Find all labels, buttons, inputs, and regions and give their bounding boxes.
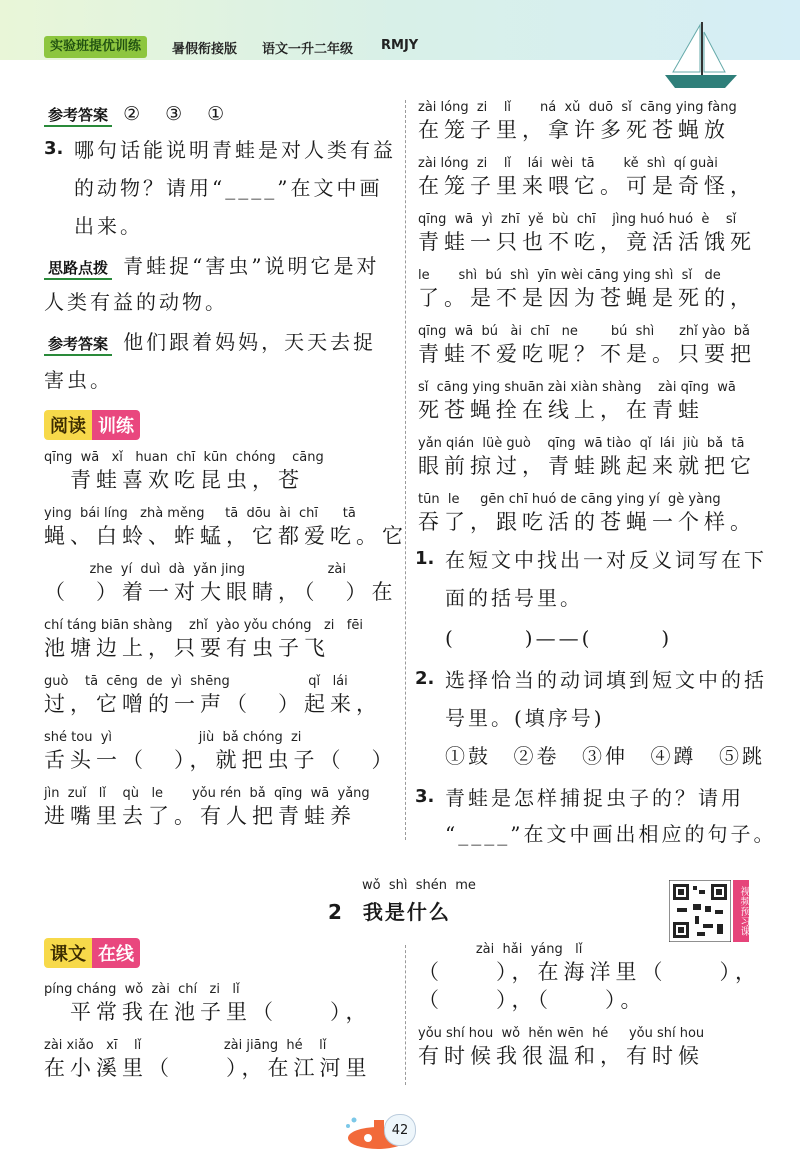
sailboat-icon bbox=[655, 20, 745, 90]
text-line: 在笼子里，拿许多死苍蝇放 bbox=[418, 118, 730, 142]
text-line: （ ）着一对大眼睛，（ ）在 bbox=[44, 580, 398, 604]
text-line: 死苍蝇拴在线上，在青蛙 bbox=[418, 398, 704, 422]
reading-training-label bbox=[44, 410, 140, 440]
pinyin-line: qīng wā xǐ huan chī kūn chóng cāng bbox=[44, 450, 324, 465]
question-line: 号里。(填序号) bbox=[445, 706, 605, 730]
question-line: “____”在文中画出相应的句子。 bbox=[445, 822, 777, 846]
question-line: 在短文中找出一对反义词写在下 bbox=[445, 548, 767, 572]
column-divider bbox=[405, 945, 406, 1085]
answer-text: ② ③ ① bbox=[123, 103, 228, 125]
text-line: 青蛙不爱吃呢？不是。只要把 bbox=[418, 342, 756, 366]
lesson-number: 2 bbox=[328, 900, 344, 924]
pinyin-line: sǐ cāng ying shuān zài xiàn shàng zài qīng wā bbox=[418, 380, 736, 395]
answer-blank[interactable]: ( )——( ) bbox=[445, 626, 673, 650]
text-line: 有时候我很温和，有时候 bbox=[418, 1044, 704, 1068]
pinyin-line: chí táng biān shàng zhǐ yào yǒu chóng zi fēi bbox=[44, 618, 363, 633]
pinyin-line: yǎn qián lüè guò qīng wā tiào qǐ lái jiù bǎ tā bbox=[418, 436, 745, 451]
pinyin-line: zài lóng zi lǐ lái wèi tā kě shì qí guài bbox=[418, 156, 718, 171]
question-3-left bbox=[44, 138, 396, 238]
option-item: ④蹲 bbox=[650, 744, 697, 768]
edition-label: 暑假衔接版 bbox=[172, 42, 238, 57]
hint-text: 人类有益的动物。 bbox=[44, 290, 228, 314]
pinyin-line: zài lóng zi lǐ ná xǔ duō sǐ cāng ying fàng bbox=[418, 100, 737, 115]
question-number: 3. bbox=[415, 786, 435, 807]
pinyin-line: tūn le gēn chī huó de cāng ying yí gè yàng bbox=[418, 492, 721, 507]
text-line: （ ），（ ）。 bbox=[418, 988, 647, 1012]
reading-passage-left bbox=[44, 450, 408, 842]
publisher-code: RMJY bbox=[381, 38, 419, 53]
text-line: 在笼子里来喂它。可是奇怪， bbox=[418, 174, 756, 198]
subject-label: 语文一升二年级 bbox=[262, 42, 354, 57]
series-tag: 实验班提优训练 bbox=[44, 36, 147, 58]
text-line: 青蛙一只也不吃，竟活活饿死 bbox=[418, 230, 756, 254]
option-item: ⑤跳 bbox=[719, 744, 765, 768]
reading-passage-right bbox=[418, 100, 756, 548]
pinyin-line: guò tā cēng de yì shēng qǐ lái bbox=[44, 674, 348, 689]
pinyin-line: zài xiǎo xī lǐ zài jiāng hé lǐ bbox=[44, 1038, 327, 1053]
question-line: 青蛙是怎样捕捉虫子的？请用 bbox=[445, 786, 744, 810]
option-item: ②卷 bbox=[513, 744, 560, 768]
question-line: 面的括号里。 bbox=[445, 586, 583, 610]
lesson-text-right bbox=[418, 942, 761, 1082]
lesson-title bbox=[328, 896, 451, 925]
text-line: 在小溪里（ ），在江河里 bbox=[44, 1056, 372, 1080]
reading-label: 阅读 bbox=[44, 410, 92, 440]
question-line: 哪句话能说明青蛙是对人类有益 bbox=[74, 138, 396, 162]
verb-options bbox=[445, 742, 765, 770]
pinyin-line: zhe yí duì dà yǎn jing zài bbox=[44, 562, 346, 577]
pinyin-line: jìn zuǐ lǐ qù le yǒu rén bǎ qīng wā yǎng bbox=[44, 786, 370, 801]
text-line: 眼前掠过，青蛙跳起来就把它 bbox=[418, 454, 756, 478]
question-number: 1. bbox=[415, 548, 435, 569]
question-number: 3. bbox=[44, 138, 64, 159]
text-line: （ ），在海洋里（ ）， bbox=[418, 960, 761, 984]
lesson-title-pinyin: wǒ shì shén me bbox=[362, 878, 476, 893]
hint-block bbox=[44, 252, 380, 280]
text-line: 蝇、白蛉、蚱蜢，它都爱吃。它 bbox=[44, 524, 408, 548]
answer-tag: 参考答案 bbox=[44, 104, 112, 127]
question-2-right bbox=[415, 668, 785, 768]
answer-tag: 参考答案 bbox=[44, 333, 112, 356]
text-line: 吞了，跟吃活的苍蝇一个样。 bbox=[418, 510, 756, 534]
pinyin-line: qīng wā yì zhī yě bù chī jìng huó huó è sǐ bbox=[418, 212, 737, 227]
answer-block-2 bbox=[44, 328, 376, 356]
text-line: 过，它噌的一声（ ）起来， bbox=[44, 692, 382, 716]
answer-text: 他们跟着妈妈，天天去捉 bbox=[123, 330, 377, 354]
text-line: 了。是不是因为苍蝇是死的， bbox=[418, 286, 756, 310]
answer-text: 害虫。 bbox=[44, 368, 113, 392]
pinyin-line: píng cháng wǒ zài chí zi lǐ bbox=[44, 982, 240, 997]
pinyin-line: le shì bú shì yīn wèi cāng ying shì sǐ de bbox=[418, 268, 721, 283]
qr-code-icon[interactable] bbox=[669, 880, 731, 942]
option-item: ③伸 bbox=[582, 744, 628, 768]
question-line: 的动物？请用“____”在文中画 bbox=[74, 176, 383, 200]
pinyin-line: ying bái líng zhà měng tā dōu ài chī tā bbox=[44, 506, 356, 521]
text-line: 舌头一（ ），就把虫子（ ） bbox=[44, 748, 398, 772]
qr-code-block[interactable] bbox=[669, 880, 751, 944]
training-label: 训练 bbox=[92, 410, 140, 440]
hint-tag: 思路点拨 bbox=[44, 257, 112, 280]
column-divider bbox=[405, 100, 406, 840]
hint-text: 青蛙捉“害虫”说明它是对 bbox=[123, 254, 380, 278]
pinyin-line: shé tou yì jiù bǎ chóng zi bbox=[44, 730, 302, 745]
option-item: ①鼓 bbox=[445, 744, 491, 768]
text-line: 青蛙喜欢吃昆虫，苍 bbox=[44, 468, 304, 492]
question-line: 选择恰当的动词填到短文中的括 bbox=[445, 668, 767, 692]
lesson-title-text: 我是什么 bbox=[362, 900, 451, 924]
pinyin-line: qīng wā bú ài chī ne bú shì zhǐ yào bǎ bbox=[418, 324, 750, 339]
question-number: 2. bbox=[415, 668, 435, 689]
online-label: 在线 bbox=[92, 938, 140, 968]
text-line: 平常我在池子里（ ）， bbox=[44, 1000, 372, 1024]
pinyin-line: yǒu shí hou wǒ hěn wēn hé yǒu shí hou bbox=[418, 1026, 705, 1041]
text-line: 池塘边上，只要有虫子飞 bbox=[44, 636, 330, 660]
question-1-right bbox=[415, 548, 785, 650]
pinyin-line: zài hǎi yáng lǐ bbox=[418, 942, 583, 957]
text-line: 进嘴里去了。有人把青蛙养 bbox=[44, 804, 356, 828]
page-number: 42 bbox=[384, 1114, 416, 1146]
kewen-online-label bbox=[44, 938, 140, 968]
kewen-label: 课文 bbox=[44, 938, 92, 968]
answer-block-1 bbox=[44, 100, 227, 128]
question-line: 出来。 bbox=[74, 214, 143, 238]
qr-video-label: 视频预习课 bbox=[733, 880, 749, 942]
lesson-text-left bbox=[44, 982, 372, 1094]
question-3-right bbox=[415, 786, 785, 846]
